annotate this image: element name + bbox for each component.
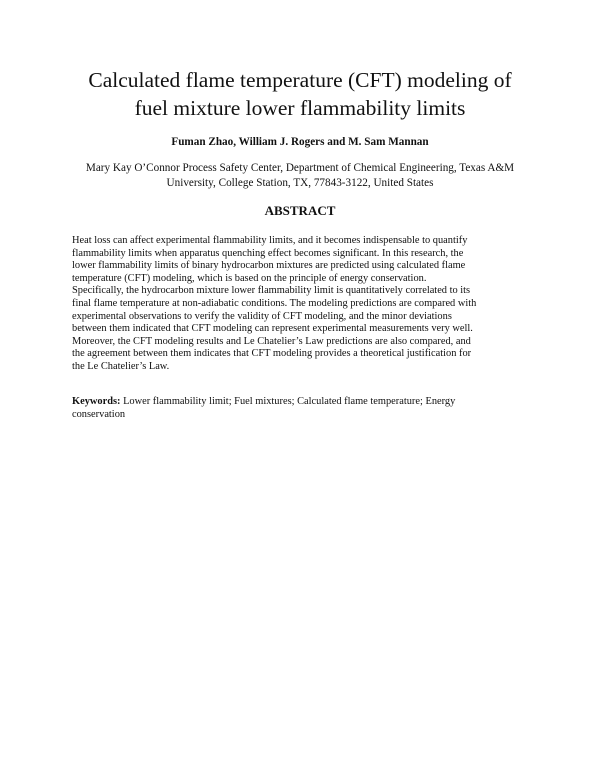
affiliation-line: Mary Kay O’Connor Process Safety Center, Department of Chemical Engineering, Texas A&M <box>85 162 515 174</box>
abstract-line: the agreement between them indicates that CFT modeling provides a theoretical justification for <box>72 348 472 360</box>
keywords-text: Lower flammability limit; Fuel mixtures; Calculated flame temperature; Energy <box>120 396 456 407</box>
author-list: Fuman Zhao, William J. Rogers and M. Sam Mannan <box>171 136 429 148</box>
keywords-line <box>72 396 542 409</box>
abstract-line: flammability limits when apparatus quenching effect becomes significant. In this research, the <box>72 247 464 259</box>
keywords <box>72 396 542 421</box>
abstract-line: final flame temperature at non-adiabatic conditions. The modeling predictions are compared with <box>72 297 477 309</box>
abstract-line: Specifically, the hydrocarbon mixture lower flammability limit is quantitatively correlated to its <box>72 285 471 297</box>
abstract-line: between them indicated that CFT modeling can represent experimental measurements very well. <box>72 323 473 335</box>
abstract-line: temperature (CFT) modeling, which is based on the principle of energy conservation. <box>72 272 427 284</box>
abstract-body <box>72 235 542 374</box>
abstract-line: Heat loss can affect experimental flammability limits, and it becomes indispensable to quantify <box>72 235 468 246</box>
abstract-line: Moreover, the CFT modeling results and Le Chatelier’s Law predictions are also compared, and <box>72 335 471 347</box>
keywords-label: Keywords: <box>72 396 121 407</box>
paper-title <box>40 66 560 122</box>
author-affiliation <box>40 161 560 191</box>
keywords-line: conservation <box>72 408 126 420</box>
abstract-line: the Le Chatelier’s Law. <box>72 360 170 372</box>
abstract-line: experimental observations to verify the validity of CFT modeling, and the minor deviations <box>72 310 452 322</box>
affiliation-line: University, College Station, TX, 77843-3122, United States <box>166 177 434 189</box>
title-line: fuel mixture lower flammability limits <box>134 96 466 120</box>
abstract-heading: ABSTRACT <box>264 203 336 218</box>
abstract-line: lower flammability limits of binary hydrocarbon mixtures are predicted using calculated flame <box>72 260 466 272</box>
title-line: Calculated flame temperature (CFT) modeling of <box>88 68 512 92</box>
